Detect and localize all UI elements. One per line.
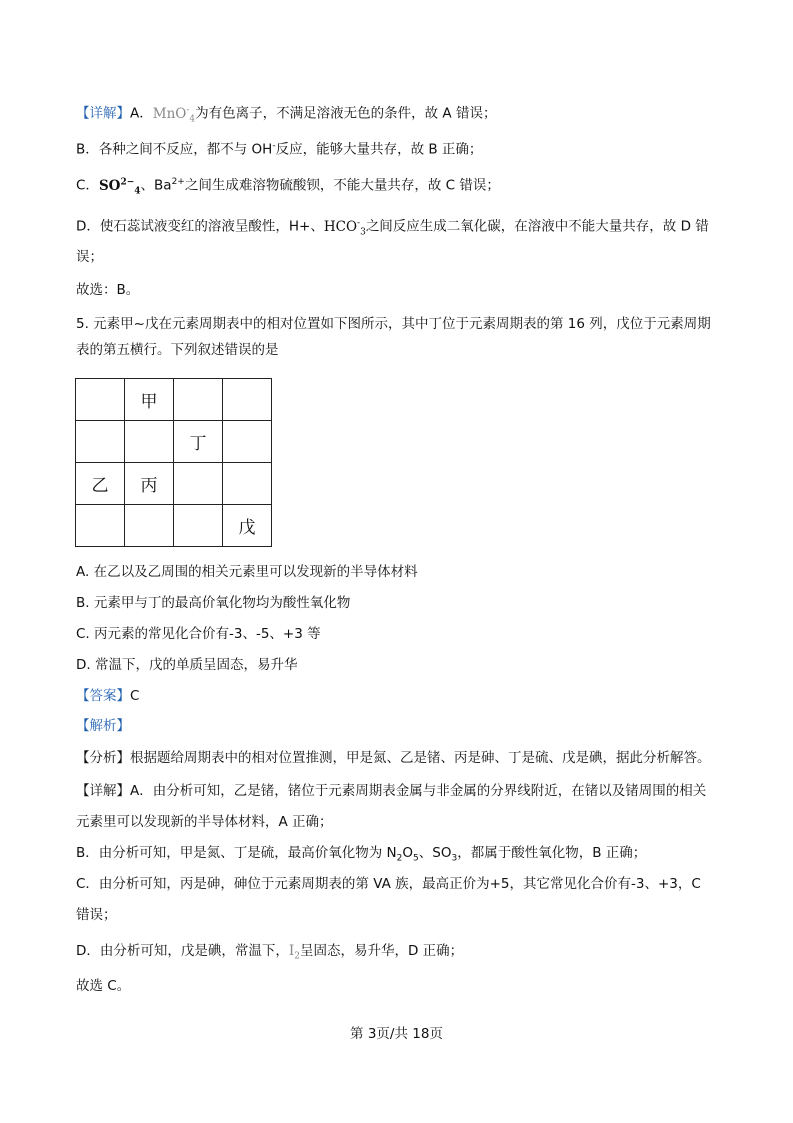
grid-cell [76,379,125,421]
answer-value: C [130,688,140,704]
grid-cell [223,421,272,463]
periodic-table-grid [75,378,272,547]
option-a: A. 在乙以及乙周围的相关元素里可以发现新的半导体材料 [76,564,418,580]
analysis-line-8: 故选 C。 [76,978,131,994]
page-footer: 第 3页/共 18页 [350,1026,443,1042]
grid-cell-bing: 丙 [125,463,174,505]
grid-cell [174,379,223,421]
formula-so4: $SO^{2-}_4$ [98,177,141,197]
grid-cell [125,505,174,547]
analysis-line-4: B．由分析可知，甲是氮、丁是硫，最高价氧化物为 $N_2O_5$、$SO_3$，都属于酸性氧化物，B 正确； [76,845,647,864]
analysis-line-7: D．由分析可知，戊是碘，常温下，$I_2$呈固态，易升华，D 正确； [76,943,464,962]
grid-cell [223,379,272,421]
answer-line [76,686,139,706]
grid-cell [76,505,125,547]
grid-cell-ding: 丁 [174,421,223,463]
grid-cell [174,505,223,547]
detail-tag: 【详解】 [76,105,130,122]
detail-line-c: C．$SO^{2-}_4$、$Ba^{2+}$之间生成难溶物硫酸钡，不能大量共存，故 C 错误； [76,177,500,197]
answer-tag: 【答案】 [76,688,130,704]
grid-cell-wu: 戊 [223,505,272,547]
grid-cell [76,421,125,463]
choose-line: 故选：B。 [76,282,140,298]
question-5-stem-1: 5. 元素甲~戊在元素周期表中的相对位置如下图所示，其中丁位于元素周期表的第 16 列，戊位于元素周期 [76,316,711,332]
grid-cell-jia: 甲 [125,379,174,421]
detail-line-d: D．使石蕊试液变红的溶液呈酸性，H+、$HCO^-_3$之间反应生成二氧化碳，在溶液中不能大量共存，故 D 错 [76,218,709,238]
option-b: B. 元素甲与丁的最高价氧化物均为酸性氧化物 [76,595,351,611]
analysis-tag: 【解析】 [76,718,130,734]
grid-cell [174,463,223,505]
analysis-line-1: 【分析】根据题给周期表中的相对位置推测，甲是氮、乙是锗、丙是砷、丁是硫、戊是碘，据此分析解答。 [76,750,711,766]
question-5-stem-2: 表的第五横行。下列叙述错误的是 [76,342,279,358]
grid-cell [125,421,174,463]
analysis-line-3: 元素里可以发现新的半导体材料，A 正确； [76,814,333,830]
analysis-line-5: C．由分析可知，丙是砷，砷位于元素周期表的第 VA 族，最高正价为+5，其它常见化合价有-3、+3，C [76,876,701,892]
option-c: C. 丙元素的常见化合价有-3、-5、+3 等 [76,626,321,642]
analysis-line-2: 【详解】A．由分析可知，乙是锗，锗位于元素周期表金属与非金属的分界线附近，在锗以及锗周围的相关 [76,783,707,799]
grid-cell [223,463,272,505]
detail-line-d-cont: 误； [76,249,103,265]
formula-i2: $I_2$ [288,943,300,962]
analysis-line-6: 错误； [76,907,117,923]
formula-mno4: MnO-$_4$ [152,105,196,125]
formula-hco3: $HCO^-_3$ [323,218,366,238]
grid-cell-yi: 乙 [76,463,125,505]
option-d: D. 常温下，戊的单质呈固态，易升华 [76,657,298,673]
detail-line-a: 【详解】A．MnO-$_4$为有色离子，不满足溶液无色的条件，故 A 错误； [76,105,497,125]
detail-line-b: B．各种之间不反应，都不与 OH-反应，能够大量共存，故 B 正确； [76,141,483,158]
